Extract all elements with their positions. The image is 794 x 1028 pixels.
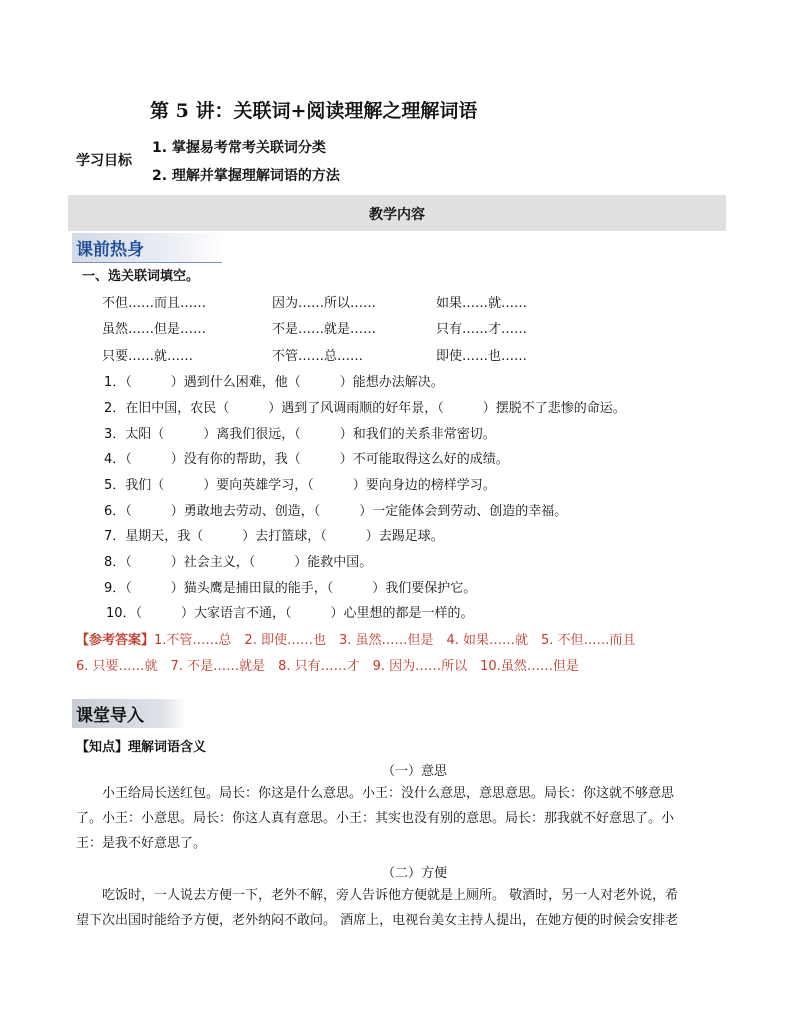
exercise-item: 6．（ ）勇敢地去劳动、创造，（ ）一定能体会到劳动、创造的幸福。: [104, 504, 568, 519]
answer-line: [76, 629, 636, 648]
question-heading: 一、选关联词填空。: [82, 269, 200, 284]
page-title: 第 5 讲：关联词+阅读理解之理解词语: [150, 100, 478, 122]
option: 不但……而且……: [102, 296, 207, 311]
option: 只有……才……: [436, 322, 528, 337]
paragraph-line: 吃饭时，一人说去方便一下，老外不解，旁人告诉他方便就是上厕所。 敬酒时，另一人对老外说，希: [76, 888, 679, 903]
paragraph-line: 了。小王：小意思。局长：你这人真有意思。小王：其实也没有别的意思。局长：那我就不好意思了。小: [76, 811, 675, 826]
lesson-heading: 课堂导入: [72, 699, 186, 728]
option: 如果……就……: [436, 296, 528, 311]
option: 不是……就是……: [272, 322, 377, 337]
part-title: （一）意思: [382, 764, 448, 779]
exercise-item: 7．星期天，我（ ）去打篮球，（ ）去踢足球。: [104, 529, 444, 544]
exercise-item: 1．（ ）遇到什么困难，他（ ）能想办法解决。: [104, 375, 444, 390]
answer-line: 6. 只要……就 7. 不是……就是 8. 只有……才 9. 因为……所以 10.虽然……但是: [76, 659, 579, 674]
goal-item: 2. 理解并掌握理解词语的方法: [152, 168, 340, 184]
exercise-item: 4．（ ）没有你的帮助，我（ ）不可能取得这么好的成绩。: [104, 452, 509, 467]
paragraph-line: 王：是我不好意思了。: [76, 836, 207, 851]
knowledge-point: 【知点】理解词语含义: [76, 740, 207, 755]
exercise-item: 2．在旧中国，农民（ ）遇到了风调雨顺的好年景，（ ）摆脱不了悲惨的命运。: [104, 401, 626, 416]
paragraph-line: 小王给局长送红包。局长：你这是什么意思。小王：没什么意思，意思意思。局长：你这就不够意思: [76, 786, 675, 801]
part-title: （二）方便: [382, 866, 448, 881]
goal-item: 1. 掌握易考常考关联词分类: [152, 140, 326, 156]
option: 因为……所以……: [272, 296, 377, 311]
paragraph-line: 望下次出国时能给予方便，老外纳闷不敢问。 酒席上，电视台美女主持人提出，在她方便的时候会安排老: [76, 913, 679, 928]
content-bar: [68, 195, 726, 231]
option: 虽然……但是……: [102, 322, 207, 337]
exercise-item: 10．（ ）大家语言不通，（ ）心里想的都是一样的。: [106, 606, 474, 621]
option: 不管……总……: [272, 349, 364, 364]
content-bar-label: 教学内容: [369, 207, 425, 223]
option: 即使……也……: [436, 349, 528, 364]
warmup-heading: 课前热身: [72, 233, 222, 263]
exercise-item: 5．我们（ ）要向英雄学习，（ ）要向身边的榜样学习。: [104, 478, 496, 493]
option: 只要……就……: [102, 349, 194, 364]
answer-label: 【参考答案】: [76, 633, 155, 648]
exercise-item: 9．（ ）猫头鹰是捕田鼠的能手，（ ）我们要保护它。: [104, 581, 477, 596]
exercise-item: 8．（ ）社会主义，（ ）能救中国。: [104, 555, 373, 570]
exercise-item: 3．太阳（ ）离我们很远，（ ）和我们的关系非常密切。: [104, 427, 496, 442]
answer-text: 1.不管……总 2. 即使……也 3. 虽然……但是 4. 如果……就 5. 不但……而且: [154, 633, 636, 648]
goals-label: 学习目标: [76, 153, 132, 169]
